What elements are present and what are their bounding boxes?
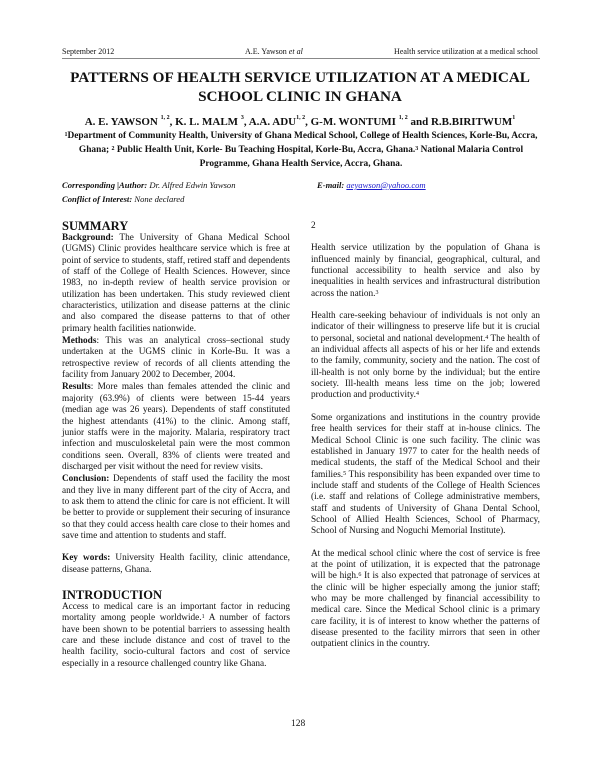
introduction-heading: INTRODUCTION	[62, 587, 163, 602]
text: This responsibility has been expanded over time to include staff and students of the College of Health Sciences (i.e. staff and relations of College administrative members, staff and students of University of Ghana Dental School, School of Allied Health Sciences, School of Pharmacy, School of Nursing and Noguchi Memorial Institute).	[311, 469, 540, 537]
text: Some organizations and institutions in the country provide free health services for their staff at in-house clinics. The Medical School Clinic is one such facility. The clinic was established in January 1977 to cater for the health needs of medical students, the staff of the Medical School and their families.	[311, 412, 540, 480]
keywords-text: University Health facility, clinic attendance, disease patterns, Ghana.	[62, 553, 290, 575]
title-line-1: PATTERNS OF HEALTH SERVICE UTILIZATION AT A MEDICAL	[70, 69, 530, 86]
methods-paragraph	[62, 336, 290, 381]
affiliation: Department of Community Health, University of Ghana Medical School, College of Health Sciences, Korle-Bu, Accra, Ghana;	[67, 131, 538, 155]
corresponding-author	[62, 180, 236, 190]
conflict-of-interest	[62, 194, 184, 204]
intro-paragraph-2	[311, 243, 540, 300]
header-author-name: A.E. Yawson	[245, 47, 287, 56]
conflict-value: None declared	[134, 194, 185, 204]
methods-label: Methods	[62, 336, 97, 347]
citation: 4	[415, 391, 419, 398]
affil-num: 1	[64, 132, 68, 138]
text: It is also expected that patronage of services at the clinic will be higher especially among the junior staff; who may be more challenged by financial accessibility to medical care. Since the Medical School clinic is a primary care facility, it is of interest to know whether the patterns of disease presented to the facility mirrors that seen in other outpatient clinics in the country.	[311, 571, 540, 650]
citation: 1	[201, 614, 205, 621]
intro-paragraph-4	[311, 413, 540, 538]
keywords-label: Key words:	[62, 553, 111, 564]
corresponding-label: Corresponding |Author:	[62, 180, 148, 190]
text: At the medical school clinic where the cost of service is free at the point of utilization, it is expected that the patronage will be high.	[311, 548, 540, 582]
text: Access to medical care is an important factor in reducing mortality among people worldwide.	[62, 601, 290, 624]
header-author	[245, 47, 303, 56]
keywords-paragraph	[62, 553, 290, 576]
conclusion-text: Dependents of staff used the facility the most and they live in many different part of the city of Accra, and to ask them to attend the clinic for care is not efficient. It will be better to provide or supplement their securing of insurance so that they could access health care close to their homes and save time and attention to students and staff.	[62, 474, 290, 541]
results-label: Results	[62, 382, 91, 393]
affiliation: National Malaria Control Programme, Ghana Health Service, Accra, Ghana.	[199, 144, 524, 169]
background-label: Background:	[62, 233, 114, 243]
author-affil: 1, 2	[398, 115, 408, 121]
background-paragraph	[62, 233, 290, 335]
intro-paragraph-3	[311, 311, 540, 402]
citation: 5	[343, 470, 347, 477]
page-number: 128	[291, 719, 306, 729]
results-text: : More males than females attended the clinic and majority (63.9%) of clients were between 15-44 years (median age was 26 years). Dependents of staff constituted the highest attendants (41%) to the clinic. Among staff, junior staffs were in the majority. Malaria, respiratory tract infection and musculoskeletal pain were the most common conditions seen. Overall, 83% of clients were treated and discharged per visit without the need for review visits.	[62, 382, 290, 472]
citation: 6	[358, 572, 362, 579]
affiliation: Public Health Unit, Korle- Bu Teaching Hospital, Korle-Bu, Accra, Ghana.	[114, 144, 416, 155]
results-paragraph	[62, 382, 290, 473]
paper-title	[60, 68, 540, 106]
citation: 4	[485, 334, 489, 341]
affil-num: 2	[111, 145, 115, 152]
author-list: A. E. YAWSON $^{1, 2}$, K. L. MALM $^3$, A.A. ADU$^{1, 2}$, G-M. WONTUMI $^{1, 2}$ and R.B.BIRITWUM$^1$	[84, 115, 516, 128]
author-name: R.B.BIRITWUM	[430, 116, 513, 128]
text: Health care-seeking behaviour of individuals is not only an indicator of their willingness to preserve life but it is crucial to personal, societal and national development.	[311, 311, 540, 344]
author-name: G-M. WONTUMI	[310, 116, 396, 128]
summary-heading: SUMMARY	[62, 219, 129, 233]
left-column	[62, 219, 290, 670]
email	[317, 180, 426, 190]
author-affil: 1, 2	[160, 115, 170, 121]
intro-paragraph-1-cont	[311, 221, 540, 232]
conflict-label: Conflict of Interest:	[62, 194, 133, 204]
conclusion-label: Conclusion:	[62, 474, 110, 485]
author-name: K. L. MALM	[175, 116, 239, 128]
intro-paragraph-1	[62, 602, 290, 670]
citation: 3	[375, 289, 379, 296]
email-label: E-mail:	[317, 180, 345, 190]
header-et-al: et al	[288, 47, 303, 56]
author-name: A.A. ADU	[248, 116, 297, 128]
text: A number of factors have been shown to be potential barriers to assessing health care and these include distance and cost of travel to the health facility, socio-cultural factors and cost of service especially in a resource challenged country like Ghana.	[62, 613, 290, 669]
text: Health service utilization by the population of Ghana is influenced mainly by financial, geographical, cultural, and functional accessibility to health service and also by inequalities in health services and infrastructural distribution across the nation.	[311, 243, 540, 299]
author-affil: 3	[240, 115, 244, 121]
methods-text: : This was an analytical cross–sectional study undertaken at the UGMS clinic in Korle-Bu. It was a retrospective review of records of all clients attending the facility from January 2002 to December, 2004.	[62, 336, 290, 381]
author-name: A. E. YAWSON	[84, 116, 158, 128]
affil-num: 3	[415, 145, 419, 152]
right-column	[311, 221, 540, 651]
corresponding-name: Dr. Alfred Edwin Yawson	[149, 180, 236, 190]
affiliations	[62, 130, 540, 171]
header-rule	[62, 58, 540, 59]
authors-and: and	[410, 116, 429, 128]
author-affil: 1, 2	[296, 115, 306, 121]
header-running-title: Health service utilization at a medical school	[394, 47, 538, 56]
text: The health of an individual affects all aspects of his or her life and extends to the family, community, society and the nation. The cost of ill-health is not only borne by the individual; but the entire society. Ill-health means less time on the job; lowered production and productivity.	[311, 333, 540, 401]
author-affil: 1	[512, 115, 516, 121]
header-date: September 2012	[62, 47, 115, 56]
conclusion-paragraph	[62, 474, 290, 542]
email-link[interactable]: aeyawson@yahoo.com	[346, 180, 426, 190]
intro-paragraph-5	[311, 549, 540, 651]
background-text: The University of Ghana Medical School (UGMS) Clinic provides healthcare service which is free at point of service to students, staff, retired staff and dependents of staff of the College of Health Sciences. However, since 1983, no in-depth review of health service provision or utilization has been undertaken. This study reviewed client characteristics, utilization and disease patterns at the clinic and also compared the disease patterns to that of other primary health facilities nationwide.	[62, 233, 290, 334]
title-line-2: SCHOOL CLINIC IN GHANA	[198, 88, 402, 105]
text: 2	[311, 221, 316, 231]
